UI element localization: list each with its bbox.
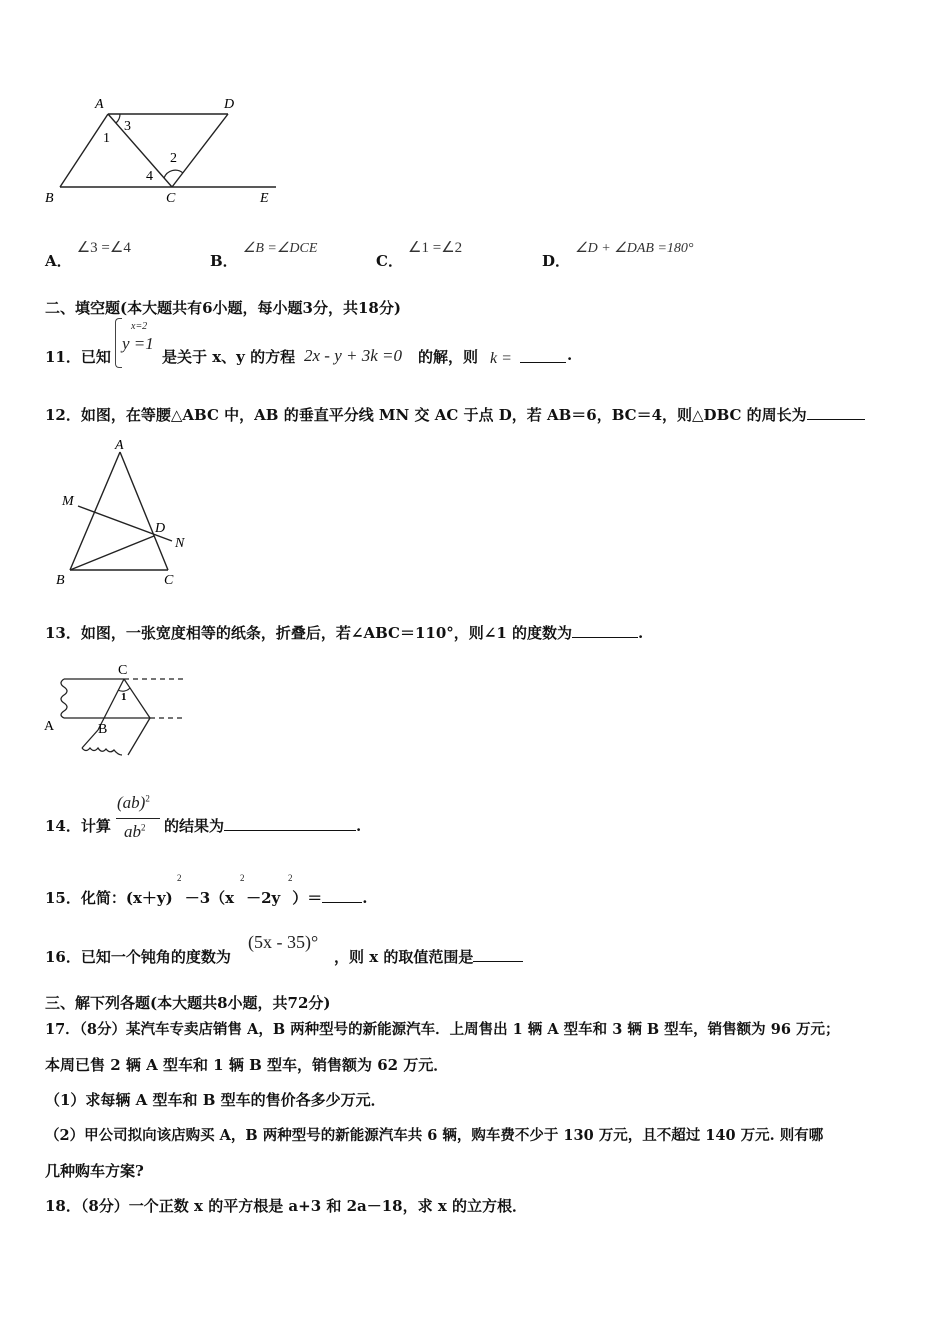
q16-expr: (5x - 35)° [248, 932, 319, 952]
q15-p4: ）＝ [292, 889, 323, 907]
q17-line2: 本周已售 2 辆 A 型车和 1 辆 B 型车，销售额为 62 万元． [45, 1056, 449, 1074]
label-2: 2 [170, 151, 177, 166]
q16-lead [45, 946, 231, 967]
label-B: B [56, 573, 65, 588]
q10-figure [40, 92, 285, 210]
q13 [45, 622, 643, 643]
folded-strip-edge-2 [128, 718, 150, 755]
q18: 18．（8分）一个正数 x 的平方根是 a+3 和 2a－18，求 x 的立方根． [45, 1197, 528, 1215]
q11-tail: 的解，则 [418, 348, 479, 366]
q14-tail [164, 815, 361, 836]
q16-tail [334, 946, 523, 967]
q11-mid-text: 是关于 x、y 的方程 [162, 348, 296, 366]
fold-line-C-right [124, 679, 150, 718]
q11-system-bottom: y =1 [122, 334, 154, 353]
q15-exp-3: 2 [288, 873, 293, 883]
q16-tail-text: ，则 x 的取值范围是 [334, 948, 474, 966]
q12-figure [50, 438, 200, 588]
line-AB [60, 114, 108, 187]
label-B: B [45, 191, 54, 206]
q11-system-top: x=2 [131, 321, 148, 332]
label-A: A [44, 719, 55, 734]
label-1: 1 [121, 691, 127, 703]
q13-end: . [638, 624, 644, 642]
q15 [45, 887, 368, 908]
q15-p2: －3（x [184, 889, 235, 907]
line-AC [108, 114, 172, 187]
label-C: C [166, 191, 176, 206]
label-D: D [224, 97, 235, 112]
q14-denominator-text: ab [124, 822, 141, 841]
q12 [45, 404, 865, 425]
q12-number: 12． [45, 406, 81, 424]
q14-numerator-exp: 2 [145, 793, 150, 804]
label-1: 1 [103, 131, 110, 146]
option-letter: D． [542, 252, 571, 270]
q14-numerator-text: (ab) [117, 793, 146, 812]
q12-text: 如图，在等腰△ABC 中，AB 的垂直平分线 MN 交 AC 于点 D，若 AB＝6，BC＝4，则△DBC 的周长为 [80, 406, 807, 424]
q14-end: . [356, 817, 362, 835]
q16-number: 16． [45, 948, 81, 966]
line-DC [172, 114, 228, 187]
option-expr: ∠1 =∠2 [408, 240, 463, 256]
q17-part1: （1）求每辆 A 型车和 B 型车的售价各多少万元． [45, 1091, 386, 1109]
q15-blank [322, 888, 362, 903]
q10-option-c [376, 236, 463, 270]
q11-end: . [567, 346, 573, 364]
q14-lead-text: 计算 [80, 817, 111, 835]
q15-exp-2: 2 [240, 873, 245, 883]
section2-title: 二、填空题(本大题共有6小题，每小题3分，共18分) [45, 299, 401, 317]
q11-system-brace [115, 318, 122, 368]
q16-lead-text: 已知一个钝角的度数为 [80, 948, 231, 966]
torn-edge-left [61, 679, 67, 718]
label-C: C [164, 573, 174, 588]
option-letter: C． [376, 252, 403, 270]
q17-part2a: （2）甲公司拟向该店购买 A，B 两种型号的新能源汽车共 6 辆，购车费不少于 130 万元，且不超过 140 万元. 则有哪 [45, 1127, 824, 1144]
q11-lead: 已知 [80, 348, 111, 366]
option-letter: B． [210, 252, 238, 270]
q14-denominator-exp: 2 [141, 822, 146, 833]
q14-denominator [124, 822, 146, 842]
side-AC [120, 452, 168, 570]
label-4: 4 [146, 169, 153, 184]
q11-blank [520, 348, 566, 363]
option-expr: ∠D + ∠DAB =180° [575, 241, 694, 256]
q15-number: 15． [45, 889, 81, 907]
option-expr: ∠3 =∠4 [76, 240, 131, 256]
q13-blank [572, 623, 638, 638]
label-D: D [155, 521, 166, 536]
label-B: B [98, 722, 108, 737]
q13-text: 如图，一张宽度相等的纸条，折叠后，若∠ABC＝110°，则∠1 的度数为 [80, 624, 573, 642]
q14-tail-text: 的结果为 [164, 817, 225, 835]
q14-lead [45, 815, 111, 836]
label-N: N [175, 536, 185, 551]
folded-strip-edge-1 [82, 730, 98, 748]
q15-end: . [362, 889, 368, 907]
q17-part2b: 几种购车方案? [45, 1162, 144, 1180]
label-A: A [95, 97, 104, 112]
label-A: A [115, 438, 124, 453]
label-M: M [62, 494, 74, 509]
label-E: E [260, 191, 269, 206]
option-letter: A． [45, 252, 72, 270]
q13-number: 13． [45, 624, 81, 642]
q11 [45, 346, 111, 367]
q10-option-a [45, 236, 131, 270]
q11-number: 11． [45, 348, 81, 366]
q10-option-b [210, 236, 318, 270]
q10-option-d [542, 236, 694, 270]
q15-exp-1: 2 [177, 873, 182, 883]
label-3: 3 [124, 119, 131, 134]
q17-line1: 17．（8分）某汽车专卖店销售 A，B 两种型号的新能源汽车．上周售出 1 辆 A 型车和 3 辆 B 型车，销售额为 96 万元； [45, 1021, 840, 1038]
torn-edge-bottom [82, 748, 122, 755]
q13-figure [40, 660, 190, 765]
q14-fraction-bar [116, 818, 160, 819]
q14-blank [224, 816, 356, 831]
q12-blank [807, 405, 865, 420]
q11-k: k = [490, 350, 512, 367]
q11-equation: 2x - y + 3k =0 [304, 346, 402, 365]
section3-title: 三、解下列各题(本大题共8小题，共72分) [45, 994, 331, 1012]
q11-mid [162, 346, 295, 367]
q15-text: 化简：(x＋y) [80, 889, 173, 907]
q15-p3: －2y [246, 889, 281, 907]
q14-number: 14． [45, 817, 81, 835]
option-expr: ∠B =∠DCE [242, 241, 318, 256]
label-C: C [118, 663, 128, 678]
angle-arc-A [116, 114, 120, 123]
q16-blank [473, 947, 523, 962]
q14-numerator [117, 793, 150, 813]
